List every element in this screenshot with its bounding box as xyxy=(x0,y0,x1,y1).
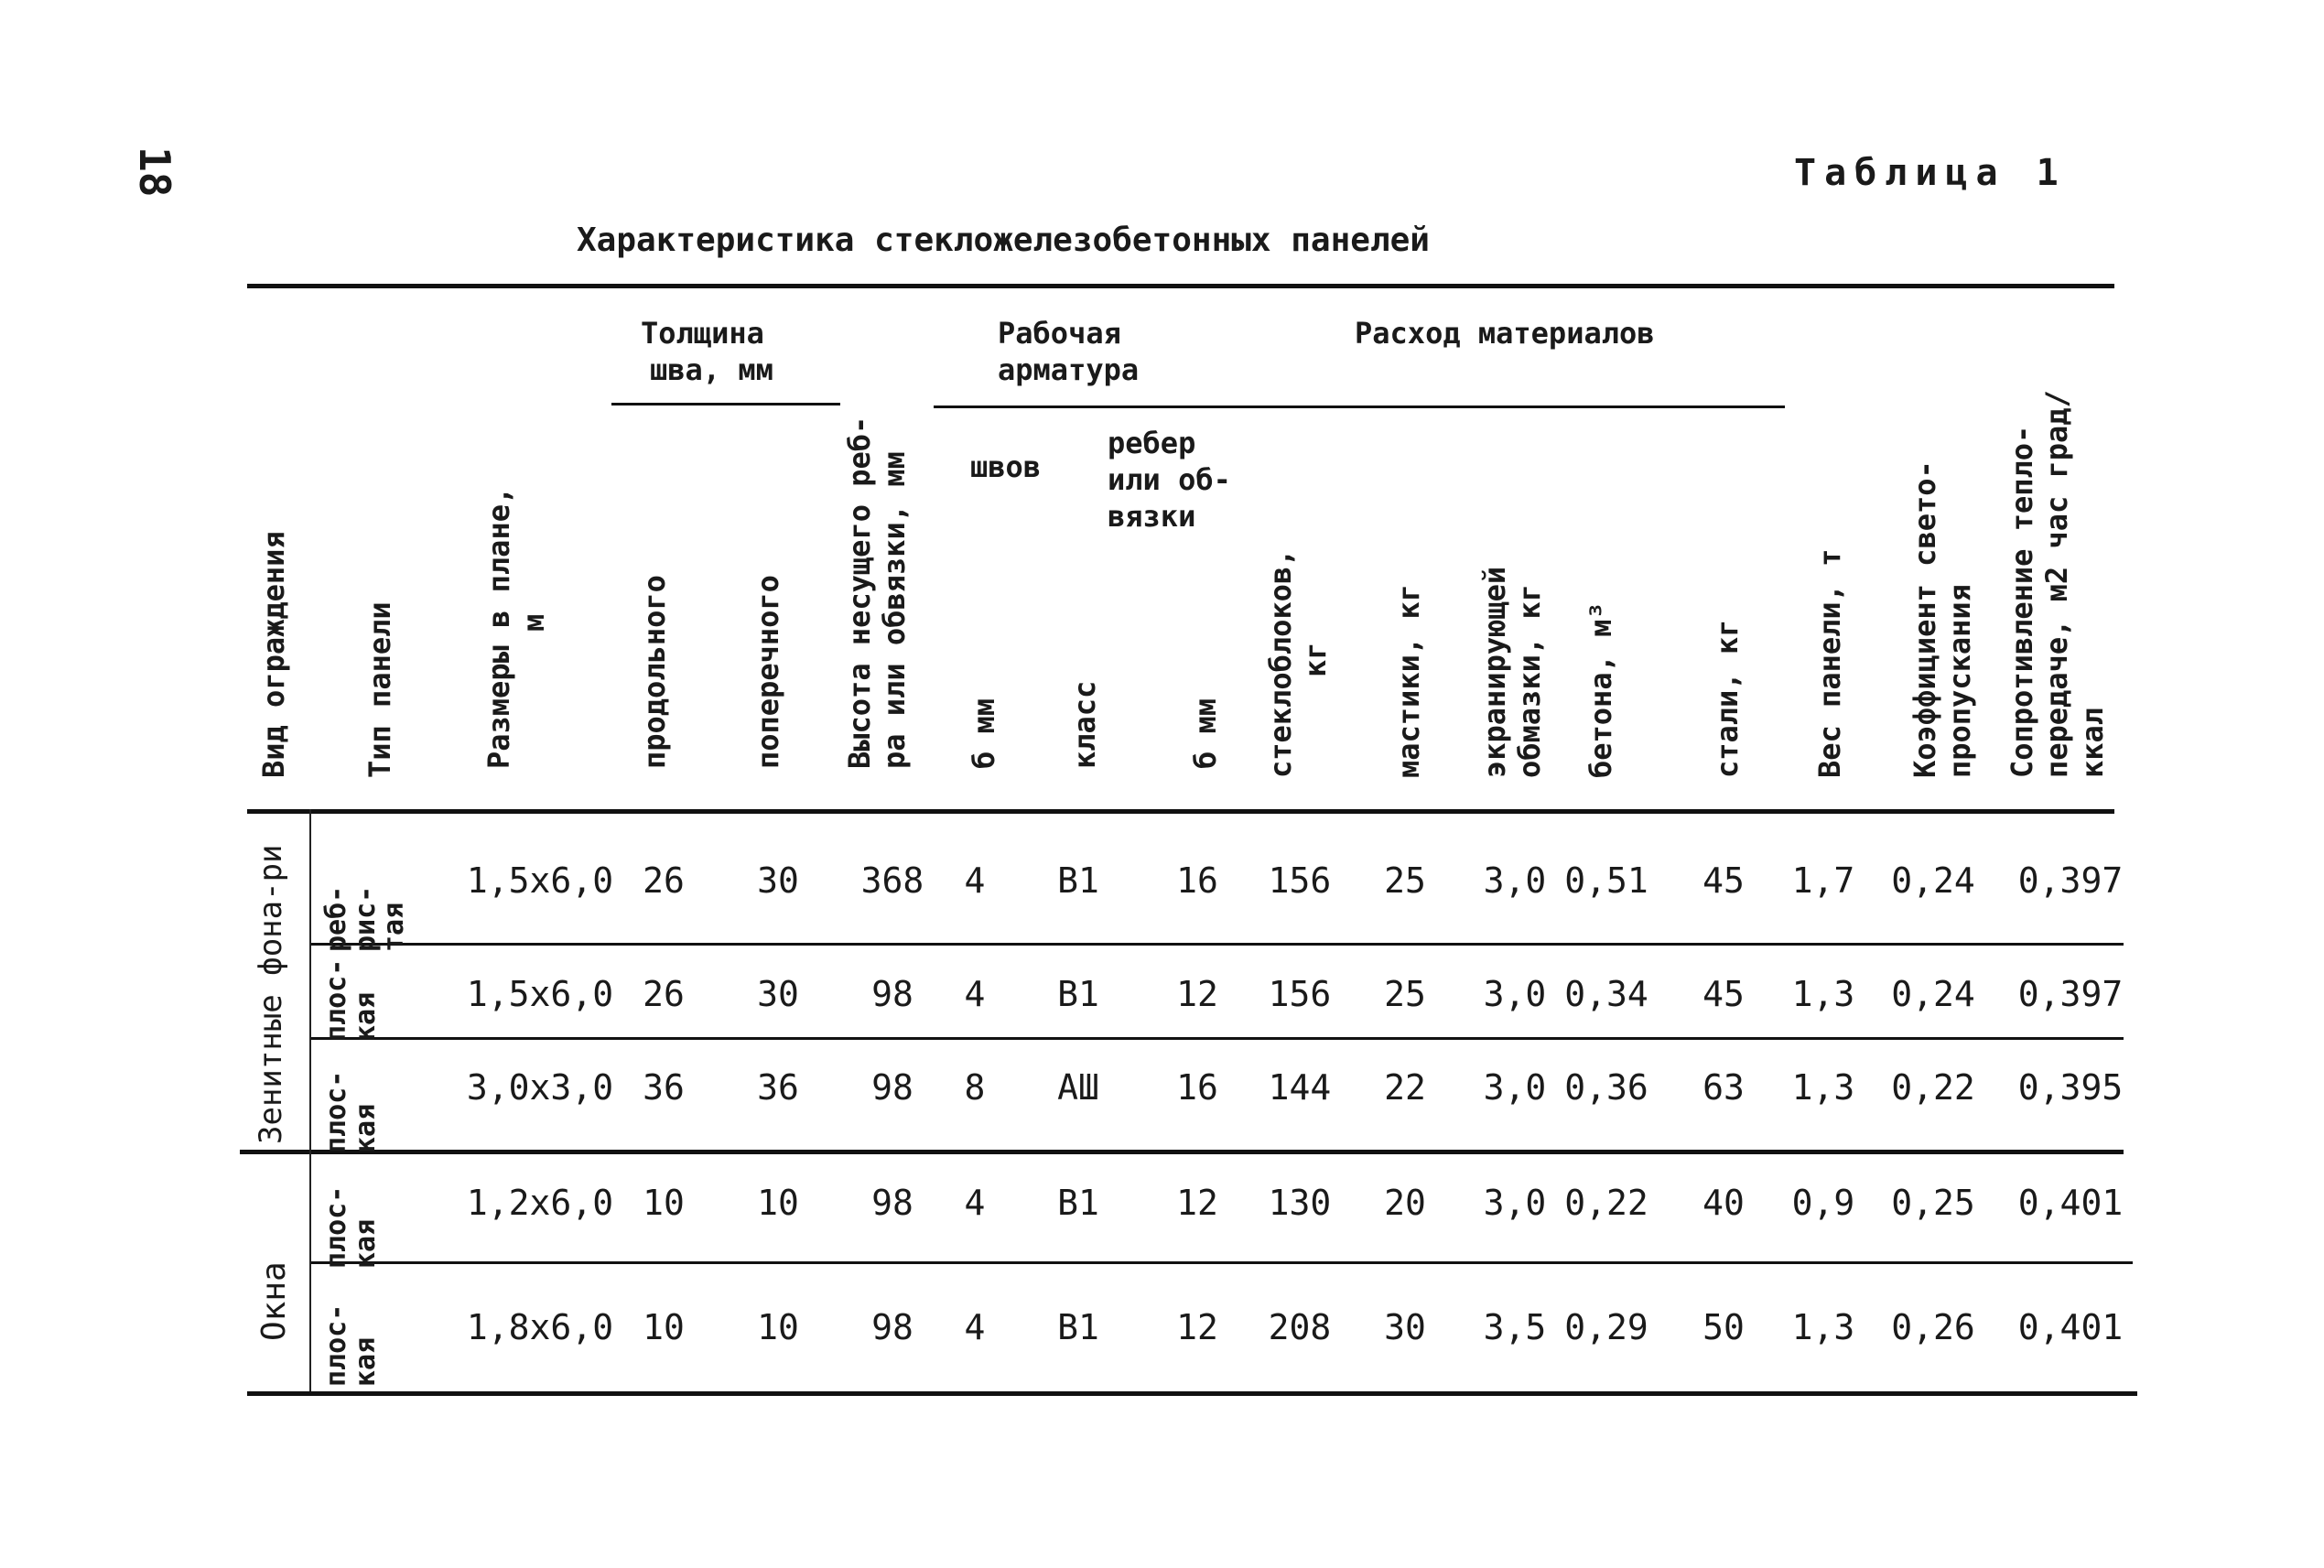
cell-steklo: 208 xyxy=(1268,1307,1332,1347)
header-poperechnogo: поперечного xyxy=(751,575,785,769)
cell-steklo: 130 xyxy=(1268,1183,1332,1223)
header-koef: Коэффициент свето- пропускания xyxy=(1908,460,1978,778)
panel-type-line: плос- xyxy=(320,1303,352,1387)
panel-type-line: плос- xyxy=(320,958,352,1042)
header-mastiki: мастики, кг xyxy=(1391,584,1426,778)
cell-d2: 16 xyxy=(1176,860,1218,901)
page-number: 18 xyxy=(130,146,179,198)
table-bottom-rule xyxy=(247,1391,2137,1396)
cell-vys: 368 xyxy=(860,860,924,901)
cell-poper: 10 xyxy=(757,1183,799,1223)
panel-type-line: тая xyxy=(378,902,410,952)
cell-koef: 0,22 xyxy=(1891,1067,1975,1108)
header-shvov: швов xyxy=(970,449,1042,484)
panel-type-line: рис- xyxy=(349,885,382,952)
cell-poper: 30 xyxy=(757,974,799,1014)
panel-type-label xyxy=(322,1071,380,1153)
header-betona: бетона, м³ xyxy=(1584,601,1618,778)
cell-beton: 0,36 xyxy=(1564,1067,1648,1108)
cell-d1: 8 xyxy=(964,1067,986,1108)
cell-vys: 98 xyxy=(871,1183,913,1223)
cell-prod: 10 xyxy=(643,1307,685,1347)
cell-mast: 30 xyxy=(1384,1307,1426,1347)
cell-stal: 45 xyxy=(1702,860,1745,901)
header-ves: Вес панели, т xyxy=(1812,548,1847,778)
cell-steklo: 144 xyxy=(1268,1067,1332,1108)
cell-mast: 20 xyxy=(1384,1183,1426,1223)
cell-sopr: 0,401 xyxy=(2017,1307,2124,1347)
cell-steklo: 156 xyxy=(1268,974,1332,1014)
panel-type-line: кая xyxy=(349,1336,382,1387)
header-stali: стали, кг xyxy=(1710,619,1745,778)
cell-d1: 4 xyxy=(964,974,986,1014)
cell-ves: 1,3 xyxy=(1791,1307,1855,1347)
cell-ves: 0,9 xyxy=(1791,1183,1855,1223)
panel-type-line: плос- xyxy=(320,1185,352,1269)
cell-steklo: 156 xyxy=(1268,860,1332,901)
cell-koef: 0,24 xyxy=(1891,974,1975,1014)
cell-vys: 98 xyxy=(871,1307,913,1347)
thickness-group-rule xyxy=(611,403,840,406)
cell-vys: 98 xyxy=(871,1067,913,1108)
header-soprotivlenie: Сопротивление тепло- передаче, м2 час град/ ккал xyxy=(2005,390,2110,778)
cell-d1: 4 xyxy=(964,1307,986,1347)
group-zenitnye: Зенитные фона-ри xyxy=(253,844,289,1144)
header-d-mm2: б мм xyxy=(1188,697,1223,769)
header-reber: ребер или об- вязки xyxy=(1108,426,1231,534)
panel-type-label xyxy=(322,1304,380,1387)
header-rabochaya: Рабочая арматура xyxy=(998,316,1140,387)
cell-sopr: 0,401 xyxy=(2017,1183,2124,1223)
cell-d2: 12 xyxy=(1176,1307,1218,1347)
cell-beton: 0,51 xyxy=(1564,860,1648,901)
cell-ekran: 3,5 xyxy=(1483,1307,1547,1347)
cell-koef: 0,24 xyxy=(1891,860,1975,901)
group-rule xyxy=(240,1150,2124,1154)
cell-klass: В1 xyxy=(1057,974,1099,1014)
cell-vys: 98 xyxy=(871,974,913,1014)
cell-size: 3,0x3,0 xyxy=(466,1067,614,1108)
cell-poper: 36 xyxy=(757,1067,799,1108)
group-okna: Окна xyxy=(255,1261,293,1341)
cell-ekran: 3,0 xyxy=(1483,974,1547,1014)
cell-sopr: 0,395 xyxy=(2017,1067,2124,1108)
materials-group-rule xyxy=(934,406,1785,408)
cell-koef: 0,26 xyxy=(1891,1307,1975,1347)
header-raskhod: Расход материалов xyxy=(1355,316,1655,351)
cell-klass: В1 xyxy=(1057,1183,1099,1223)
cell-size: 1,2x6,0 xyxy=(466,1183,614,1223)
panel-type-line: плос- xyxy=(320,1070,352,1153)
table-top-rule xyxy=(247,284,2114,288)
cell-beton: 0,34 xyxy=(1564,974,1648,1014)
cell-d2: 12 xyxy=(1176,974,1218,1014)
cell-size: 1,5x6,0 xyxy=(466,860,614,901)
header-razmery: Размеры в плане, м xyxy=(481,486,552,769)
cell-size: 1,8x6,0 xyxy=(466,1307,614,1347)
cell-stal: 40 xyxy=(1702,1183,1745,1223)
panel-type-label xyxy=(322,886,409,952)
cell-prod: 36 xyxy=(643,1067,685,1108)
cell-beton: 0,22 xyxy=(1564,1183,1648,1223)
table-title: Характеристика стекложелезобетонных панелей xyxy=(577,222,1430,259)
cell-mast: 25 xyxy=(1384,974,1426,1014)
cell-prod: 10 xyxy=(643,1183,685,1223)
header-tip: Тип панели xyxy=(362,601,397,778)
cell-poper: 10 xyxy=(757,1307,799,1347)
cell-prod: 26 xyxy=(643,974,685,1014)
cell-ekran: 3,0 xyxy=(1483,1067,1547,1108)
row-rule-3 xyxy=(311,1261,2133,1264)
cell-stal: 50 xyxy=(1702,1307,1745,1347)
cell-stal: 45 xyxy=(1702,974,1745,1014)
cell-ves: 1,3 xyxy=(1791,974,1855,1014)
cell-d1: 4 xyxy=(964,1183,986,1223)
row-rule-2 xyxy=(311,1037,2124,1040)
header-stekloblokov: стеклоблоков, кг xyxy=(1263,548,1334,778)
cell-ekran: 3,0 xyxy=(1483,860,1547,901)
header-klass: класс xyxy=(1067,680,1102,769)
panel-type-line: кая xyxy=(349,1218,382,1269)
panel-type-label xyxy=(322,1186,380,1269)
cell-klass: АШ xyxy=(1057,1067,1099,1108)
header-ekraniruyushchey: экранирующей обмазки, кг xyxy=(1477,566,1548,778)
cell-d1: 4 xyxy=(964,860,986,901)
cell-sopr: 0,397 xyxy=(2017,974,2124,1014)
cell-mast: 25 xyxy=(1384,860,1426,901)
type-column-divider xyxy=(309,809,311,1391)
cell-klass: В1 xyxy=(1057,860,1099,901)
cell-klass: В1 xyxy=(1057,1307,1099,1347)
cell-mast: 22 xyxy=(1384,1067,1426,1108)
cell-prod: 26 xyxy=(643,860,685,901)
header-bottom-rule xyxy=(247,809,2114,814)
cell-poper: 30 xyxy=(757,860,799,901)
header-vysota: Высота несущего реб- ра или обвязки, мм xyxy=(842,416,913,769)
panel-type-line: кая xyxy=(349,1103,382,1153)
cell-ves: 1,7 xyxy=(1791,860,1855,901)
row-rule-1 xyxy=(311,943,2124,946)
cell-stal: 63 xyxy=(1702,1067,1745,1108)
cell-size: 1,5x6,0 xyxy=(466,974,614,1014)
header-tolshchina: Толщина шва, мм xyxy=(641,316,773,387)
panel-type-label xyxy=(322,959,380,1042)
header-d-mm: б мм xyxy=(967,697,1001,769)
cell-d2: 12 xyxy=(1176,1183,1218,1223)
table-label: Таблица 1 xyxy=(1794,152,2067,194)
cell-koef: 0,25 xyxy=(1891,1183,1975,1223)
cell-ekran: 3,0 xyxy=(1483,1183,1547,1223)
header-prodolnogo: продольного xyxy=(637,575,672,769)
cell-beton: 0,29 xyxy=(1564,1307,1648,1347)
cell-ves: 1,3 xyxy=(1791,1067,1855,1108)
cell-d2: 16 xyxy=(1176,1067,1218,1108)
panel-type-line: реб- xyxy=(320,885,352,952)
header-vid: Вид ограждения xyxy=(256,531,291,778)
panel-type-line: кая xyxy=(349,991,382,1042)
cell-sopr: 0,397 xyxy=(2017,860,2124,901)
